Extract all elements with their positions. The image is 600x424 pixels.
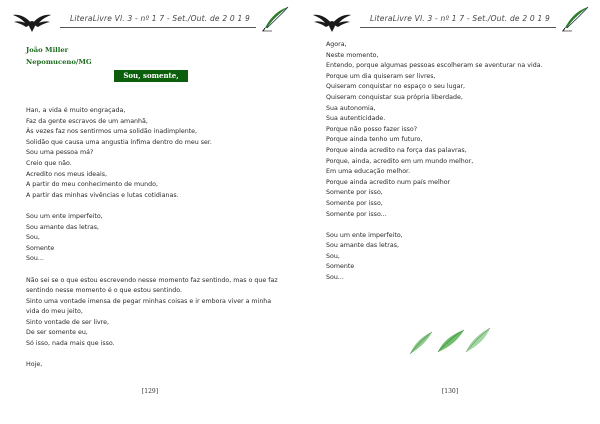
poem-line: Porque ainda tenho um futuro, [326, 136, 423, 144]
stanza-break [26, 265, 278, 276]
stanza-break [326, 220, 578, 231]
poem-line: Sou amante das letras, [26, 223, 99, 231]
poem-line: Não sei se o que estou escrevendo nesse momento faz sentindo, mas o que faz [26, 276, 278, 284]
page-header [312, 6, 590, 34]
poem-line: Somente [26, 244, 55, 252]
poem-line: Em uma educação melhor. [326, 168, 411, 176]
poem-line: sentindo nesse momento é o que estou sentindo. [26, 287, 182, 295]
poem-line: Han, a vida é muito engraçada, [26, 107, 126, 114]
poem-line: Sou amante das letras, [326, 242, 399, 250]
header-divider [360, 27, 556, 28]
poem-line: Neste momento, [326, 51, 379, 59]
stanza-break [26, 201, 278, 212]
poem-line: Creio que não. [26, 159, 72, 167]
poem-title: Sou, somente, sou... [114, 70, 188, 82]
poem-line: Agora, [326, 41, 347, 48]
poem-line: Só isso, nada mais que isso. [26, 340, 115, 348]
page-number: [129] [141, 388, 159, 395]
poem-line: Sinto uma vontade imensa de pegar minhas coisas e ir embora viver a minha [26, 297, 272, 305]
poem-line: Quiseram conquistar no espaço o seu lugar, [326, 83, 466, 91]
poem-line: Sinto vontade de ser livre, [26, 318, 110, 326]
poem-line: Sou um ente imperfeito, [26, 212, 103, 220]
poem-line: Sou... [326, 274, 344, 282]
journal-title: LiteraLivre Vl. 3 - nº 1 7 - Set./Out. de 2 0 1 9 [70, 14, 250, 23]
quill-icon [260, 6, 290, 32]
poem-line: Hoje, [26, 361, 43, 369]
poem-body [326, 40, 578, 284]
poem-line: Sou... [26, 255, 44, 263]
feathers-icon [408, 322, 492, 356]
poem-line: Faz da gente escravos de um amanhã, [26, 117, 148, 125]
bird-logo-icon [312, 6, 352, 32]
poem-line: Entendo, porque algumas pessoas escolheram se aventurar na vida. [326, 62, 543, 70]
poem-line: Solidão que causa uma angustia ínfima dentro do meu ser. [26, 138, 212, 146]
poem-line: Porque, ainda, acredito em um mundo melhor, [326, 157, 474, 165]
poem-line: Acredito nos meus ideais, [26, 170, 107, 178]
poem-line: vida do meu jeito, [26, 308, 83, 316]
poem-line: Somente por isso, [326, 199, 383, 207]
poem-line: Somente por isso... [326, 210, 387, 218]
poem-line: Sou um ente imperfeito, [326, 231, 403, 239]
author-name: João Miller [26, 46, 69, 54]
poem-line: Sou, [26, 234, 40, 242]
poem-line: Porque ainda acredito na força das palavras, [326, 146, 467, 154]
page-number: [130] [441, 388, 459, 395]
poem-line: A partir das minhas vivências e lutas cotidianas. [26, 191, 179, 199]
author-location: Nepomuceno/MG [26, 58, 92, 66]
quill-icon [560, 6, 590, 32]
bird-logo-icon [12, 6, 52, 32]
poem-line: Sou uma pessoa má? [26, 149, 94, 157]
page-header [12, 6, 290, 34]
stanza-break [26, 350, 278, 361]
poem-line: Sua autenticidade. [326, 115, 386, 123]
poem-line: Porque um dia quiseram ser livres, [326, 72, 436, 80]
poem-line: Somente por isso, [326, 189, 383, 197]
poem-line: Porque ainda acredito num país melhor [326, 178, 451, 186]
poem-line: Porque não posso fazer isso? [326, 125, 418, 133]
poem-body [26, 106, 278, 371]
journal-title: LiteraLivre Vl. 3 - nº 1 7 - Set./Out. de 2 0 1 9 [370, 14, 550, 23]
poem-line: A partir do meu conhecimento de mundo, [26, 181, 158, 189]
poem-line: De ser somente eu, [26, 329, 88, 337]
right-page [300, 0, 600, 424]
header-divider [60, 27, 256, 28]
poem-line: Quiseram conquistar sua própria liberdade, [326, 93, 463, 101]
poem-line: Somente [326, 263, 355, 271]
poem-line: Sou, [326, 252, 340, 260]
poem-line: Sua autonomia, [326, 104, 376, 112]
poem-line: Às vezes faz nos sentirmos uma solidão inadimplente, [26, 128, 198, 136]
